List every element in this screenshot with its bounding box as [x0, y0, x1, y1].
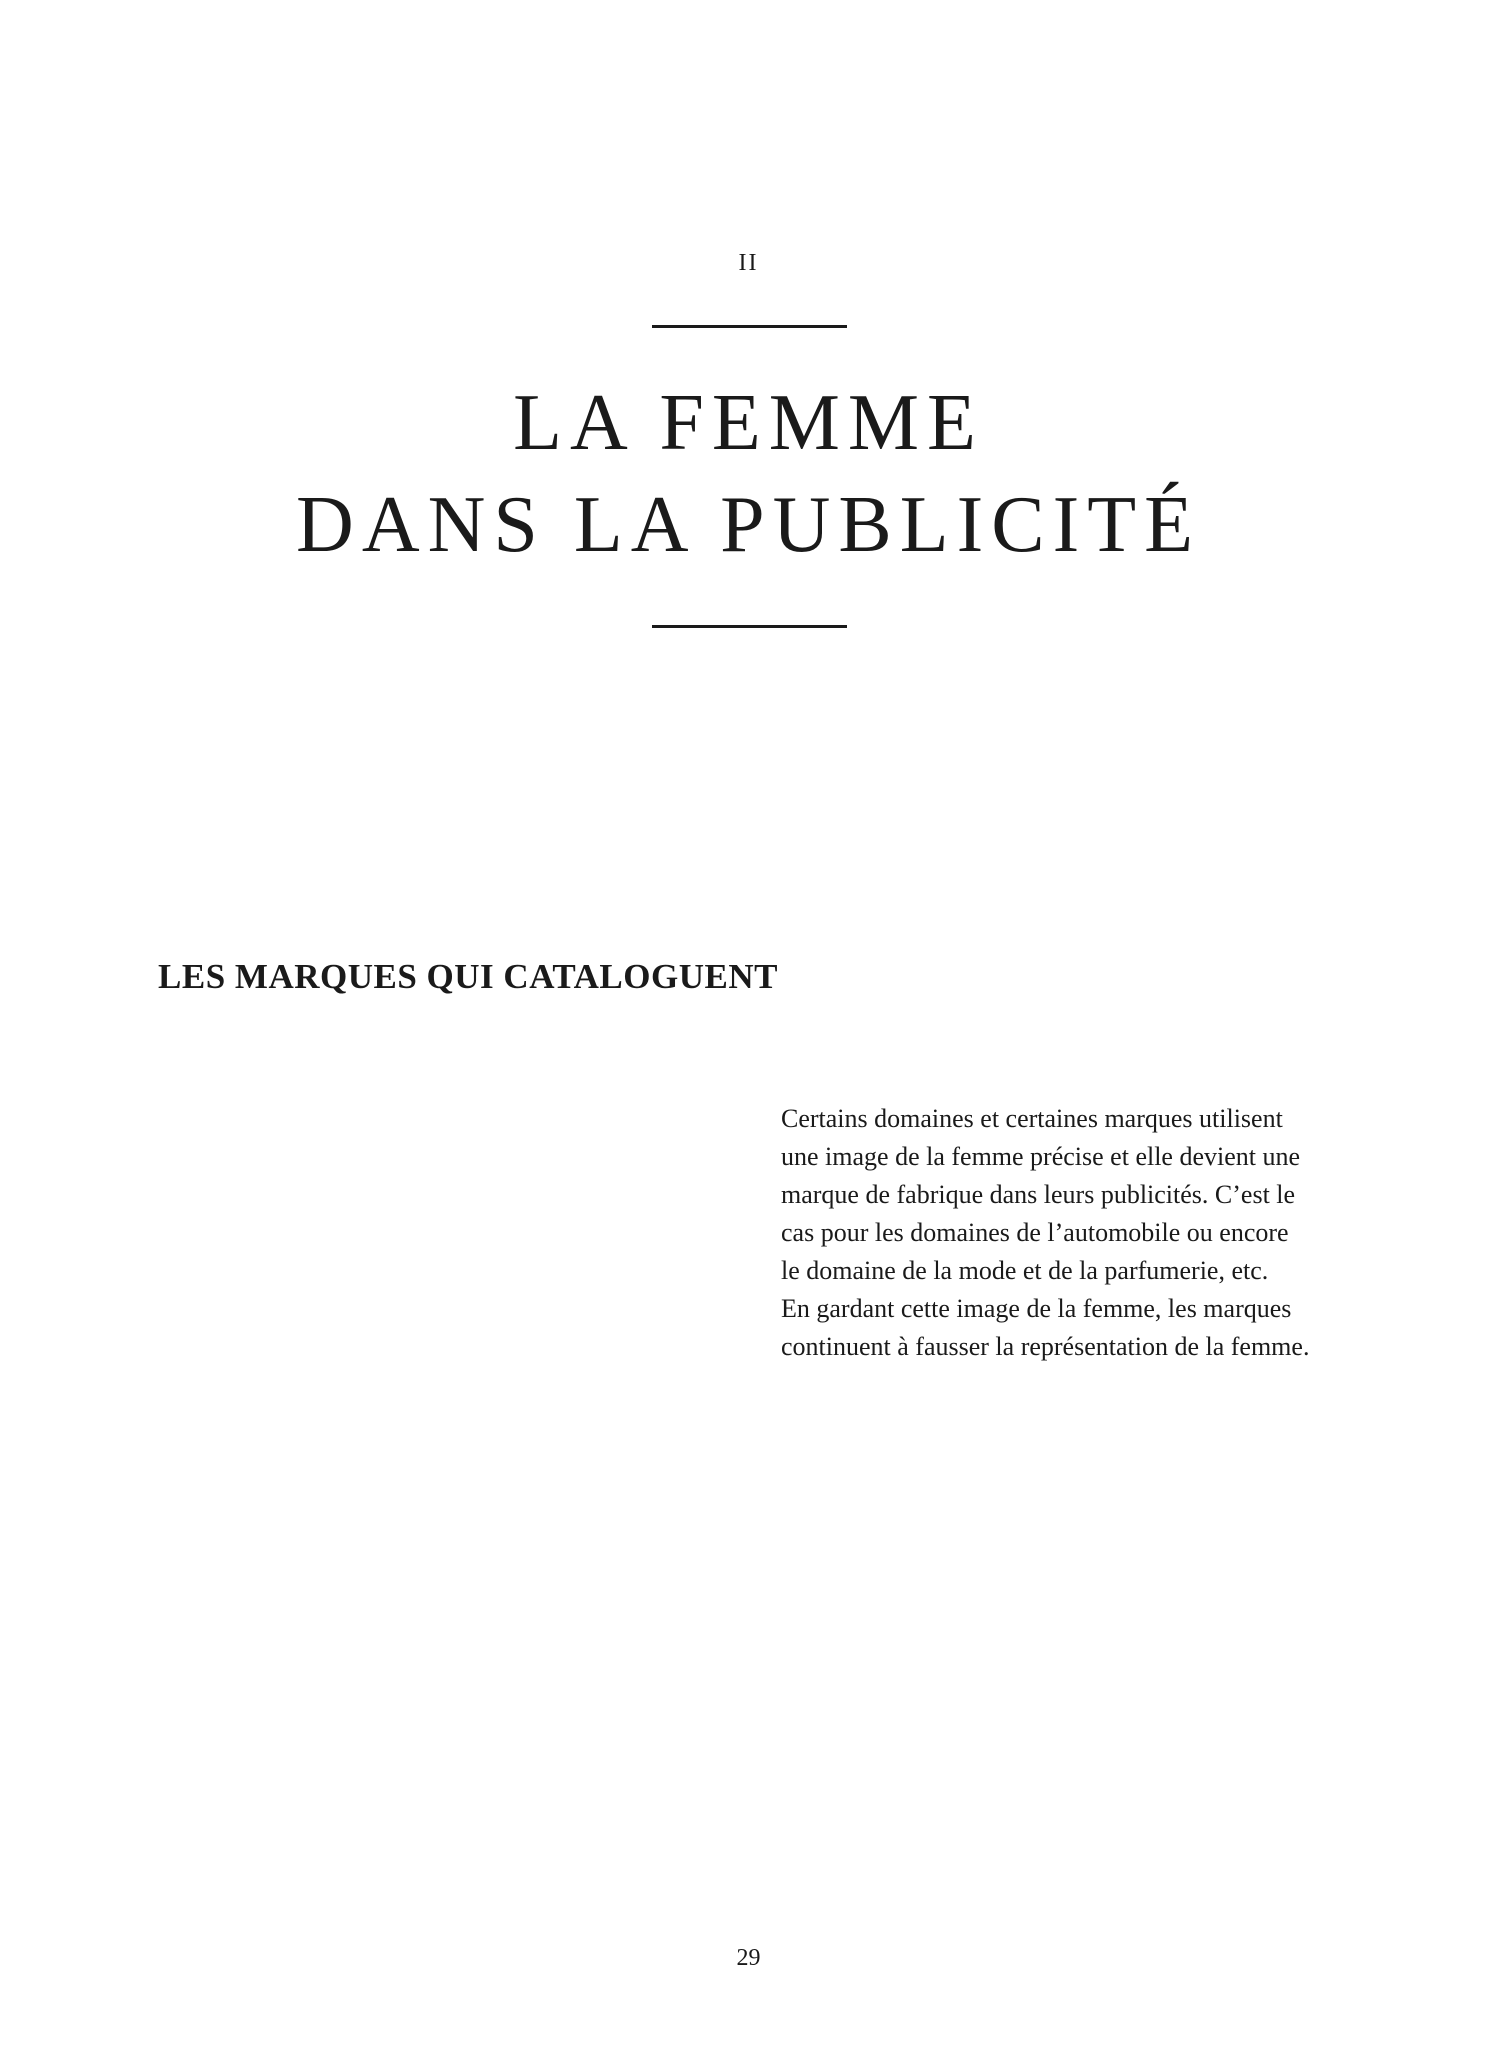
section-heading: LES MARQUES QUI CATALOGUENT [158, 957, 778, 996]
chapter-title-line-2: DANS LA PUBLICITÉ [296, 481, 1201, 569]
title-bottom-rule [652, 625, 847, 628]
chapter-number: II [738, 250, 759, 276]
paragraph-line: cas pour les domaines de l’automobile ou encore [781, 1218, 1289, 1247]
paragraph-line: En gardant cette image de la femme, les marques [781, 1294, 1292, 1323]
paragraph-line: le domaine de la mode et de la parfumerie, etc. [781, 1256, 1269, 1285]
chapter-title [0, 372, 1497, 576]
paragraph-line: continuent à fausser la représentation de la femme. [781, 1332, 1310, 1361]
title-top-rule [652, 325, 847, 328]
page-number: 29 [736, 1945, 761, 1971]
paragraph-line: Certains domaines et certaines marques utilisent [781, 1104, 1283, 1133]
chapter-title-line-1: LA FEMME [513, 379, 984, 467]
paragraph-line: marque de fabrique dans leurs publicités. C’est le [781, 1180, 1296, 1209]
paragraph-line: une image de la femme précise et elle devient une [781, 1142, 1301, 1171]
body-paragraph [781, 1100, 1341, 1366]
